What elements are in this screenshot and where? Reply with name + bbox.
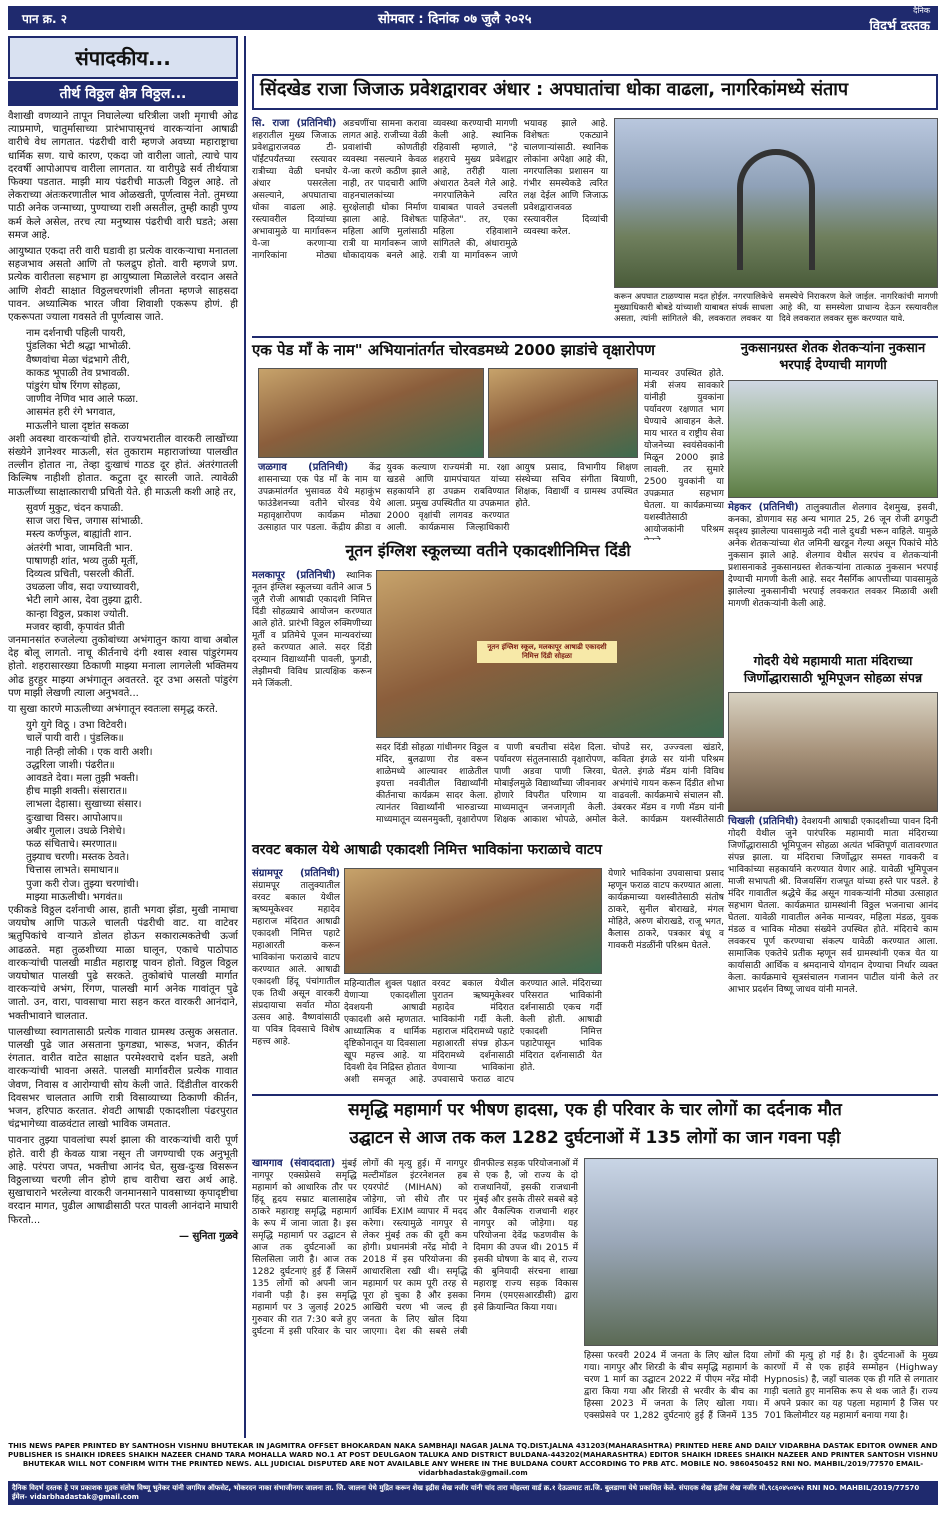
article-text: में नागपुर मल्टीमॉडल इंटरनेशनल हब एयरपोर्ट (MIHAN) को जोड़ेगा, जो सीधे तौर पर आर्थिक EXIM व्यापार में मदद करेगा। रस्त्यामुळे नागपुर से लेकर मुंबई तक की दूरी कम होगी। प्रधानमंत्री नरेंद्र मोदी ने 2018 में इस परियोजना की आधारशिला रखी थी। समृद्धि महामार्ग पर काम पूरी तरह से पूरा हो चुका है और इसका आखिरी चरण भी जल्द ही जनता के लिए खोल दिया जाएगा। <box>362 1159 468 1337</box>
article-byline: मलकापूर (प्रतिनिधी) <box>252 570 336 581</box>
article-text: तालुक्यातील शेलगाव देशमुख, इसवी, कनका, डोणगाव सह अन्य भागात 25, 26 जून रोजी ढगफुटी सदृश्य झालेल्या पावसामुळे नदी नाले दुथडी भरून वाहिले. यामुळे अनेक शेतकऱ्यांच्या शेत जमिनी खरडून गेल्या असून पिकांचे मोठे नुकसान झाले आहे. शेलगाव येथील सरपंच व शेतकऱ्यांनी प्रशासनाकडे नुकसानग्रस्त शेतकऱ्यांना तात्काळ नुकसान भरपाई देण्याची मागणी केली आहे. सदर नैसर्गिक आपत्तीच्या पावसामुळे झालेल्या नुकसानीची भरपाई लवकरात लवकर मिळावी अशी मागणी शेतकऱ्यांनी केली आहे. <box>728 503 938 609</box>
poem-line: काकड भूपाळी तेव प्रभावळी. <box>26 367 130 379</box>
article-byline: सि. राजा (प्रतिनिधी) <box>252 118 337 129</box>
article-text: इंगळे मॅडम यांनी विविध अभंगांचे गायन करून दिंडीत शोभा वाढवली. कार्यक्रमाचे संचालन सौ. उंबरकर मॅडम व गणी मॅडम यांनी केले. कार्यक्रम यशस्वीतेसाठी <box>612 767 724 825</box>
article-headline: वरवट बकाल येथे आषाढी एकादशी निमित्त भाविकांना फराळाचे वाटप <box>252 840 724 864</box>
poem-line: साज जरा चित्त, जगास सांभाळी. <box>26 516 144 528</box>
article-subheadline-hindi: उद्घाटन से आज तक कल 1282 दुर्घटनाओं में 135 लोगों का जान गवना पड़ी <box>252 1126 938 1154</box>
article-headline-hindi: समृद्धि महामार्ग पर भीषण हादसा, एक ही परिवार के चार लोगों का दर्दनाक मौत <box>252 1098 938 1126</box>
article-body <box>344 978 602 1088</box>
article-text: विशेषतः एकट्याने चालणाऱ्यांसाठी. स्थानिक लोकांना अपेक्षा आहे की, नगरपालिका प्रशासन या गंभीर समस्येकडे त्वरित लक्ष देईल आणि जिजाऊ प्रवेशद्वाराजवळ रस्त्यावरील दिव्यांची व्यवस्था करेल. <box>523 131 608 237</box>
poem-line: हीच माझी शक्ती। संसारात॥ <box>26 786 128 798</box>
poem-line: माऊलीने घाला दृष्टांत सकळा <box>26 420 129 432</box>
article-text: महाराज मंदिरामध्ये पहाटे महाआरती संपन्न होऊन मंदिरामध्ये दर्शनासाठी येणाऱ्या भाविकांना उपवासाचे फराळ वाटप करण्यात आले. मंदिराच्या परिसरात भाविकांनी दर्शनासाठी एकच गर्दी केली होती. आषाढी एकादशी निमित्त पहाटेपासून भाविक मंदिरात दर्शनासाठी येत होते. <box>432 979 602 1085</box>
article-headline: नूतन इंग्लिश स्कूलच्या वतीने एकादशीनिमित्त दिंडी <box>252 540 724 566</box>
article-byline: संग्रामपूर (प्रतिनिधी) <box>252 868 340 879</box>
poem-line: माझ्या माऊलीची। भगवंत॥ <box>26 891 123 903</box>
masthead-bar <box>8 6 938 34</box>
article-faral <box>252 840 724 1090</box>
poem-line: दिव्यत्व प्रचिती, पसरली कीर्ती. <box>26 568 135 580</box>
article-photo <box>258 368 484 458</box>
poem-line: उधळला जीव, सदा ज्याच्यावरी, <box>26 582 140 594</box>
gate-shape <box>737 149 814 270</box>
photo-caption: करून अपघात टाळण्यास मदत होईल. नगरपालिकेचे मुख्याधिकारी बोबडे यांच्याशी याबाबत संपर्क साधला असता, त्यांनी सांगितले की, लवकरात लवकर या समस्येचे निराकरण केले जाईल. नागरिकांची मागणी आहे की, या समस्येला प्राधान्य देऊन रस्त्यावरील दिवे लवकरात लवकर सुरू करण्यात यावे. <box>614 292 938 324</box>
article-tree-plantation <box>252 340 724 536</box>
column-divider <box>244 36 246 1438</box>
poem-line: दुःखाचा विसर। आपोआप॥ <box>26 812 123 824</box>
article-body <box>258 462 638 534</box>
article-photo <box>488 368 638 458</box>
article-text: है। दुर्घटनाओं के मुख्य कारणों में से एक हाईवे सम्मोहन (Highway Hypnosis) है, जहाँ चालक एक ही गति से लगातार गाड़ी चलाते हुए मानसिक रूप से थक जाते हैं। राज्य में अपने प्रकार का यह पहला महामार्ग है जिस पर 701 किलोमीटर यह महामार्ग बनाया गया है। <box>764 1351 938 1421</box>
article-body <box>252 1158 578 1436</box>
poem-line: चित्तास लाभते। समाधान॥ <box>26 865 120 877</box>
editorial-para: वैशाखी वणव्याने तापून निघालेल्या धरित्रीला जशी मृगाची ओढ त्याप्रमाणे, चातुर्मासाच्या प्रारंभापासूनचं वारकऱ्यांना आषाढी वारीचे वेध लागतात. पंढरीची वारी म्हणजे अवघ्या महाराष्ट्राचा धार्मिक सण. याचे कारण, एकदा जो वारीला जातो, त्याचे पाय दरवर्षी आपोआपच वारीला लागतात. या वारीपुढे सर्व तीर्थयात्रा फिक्या पडतात. माझी माय पंढरीची माऊली विठ्ठल आहे. तो लेकराच्या अंतःकरणातील भाव ओळखती, पूर्णत्वास नेतो. तुमच्या पाठी अनेक जन्माच्या, पुण्याच्या राशी असतील, तुम्ही काही पुण्य कर्म केले असेल, तरच त्या मनुष्यास पंढरीची वारी घडते; असा समज आहे. <box>8 111 238 241</box>
article-headline: नुकसानग्रस्त शेतक शेतकऱ्यांना नुकसान भरपाई देण्याची मागणी <box>728 340 938 376</box>
editorial-para: या सुखा कारणे माऊलीच्या अभंगातून स्वतःला समृद्ध करते. <box>8 703 218 715</box>
editorial-heading: संपादकीय... <box>8 36 238 79</box>
editorial-subheading: तीर्थ विठ्ठल क्षेत्र विठ्ठल... <box>8 81 238 106</box>
poem-line: आसमंत हरी रंगे भगवात, <box>26 407 116 419</box>
article-body <box>728 502 938 638</box>
article-godri-temple <box>728 652 938 1092</box>
poem-line: चालें पायी वारी । पुंडलिक॥ <box>26 733 124 745</box>
article-byline: जळगाव (प्रतिनिधी) <box>258 462 349 473</box>
article-text: मुंबई नागपूर एक्सप्रेसवे समृद्धि महामार्ग को आधारिक तौर पर हिंदू हृदय सम्राट बालासाहेब ठाकरे महाराष्ट्र समृद्धि महामार्ग के रूप में जाना जाता है। इस समृद्धि महामार्ग पर उद्घाटन से आज तक दुर्घटनाओं का सिलसिला जारी है। आज तक 1282 दुर्घटनाएं हुई हैं जिसमें 135 लोगों को अपनी जान गंवानी पड़ी है। इस समृद्धि महामार्ग पर 3 जुलाई 2025 गुरुवार की रात 7:30 बजे हुए दुर्घटना में इसी परिवार के चार लोगों की मृत्यु हुई। <box>252 1159 430 1337</box>
brand-small: दैनिक <box>913 6 930 15</box>
poem-line: मजवर व्हावी, कृपावंत प्रीती <box>26 621 125 633</box>
poem-line: नाम दर्शनाची पहिली पायरी, <box>26 328 126 340</box>
poem-block <box>8 502 238 634</box>
article-text: महिन्यातील शुक्ल पक्षात येणाऱ्या एकादशीला देवशयनी आषाढी एकादशी असे म्हणतात. आध्यात्मिक व धार्मिक दृष्टिकोनातून या दिवसाला खूप महत्त्व आहे. या दिवशी देव निद्रिस्त होतात अशी समजूत आहे. वरवट बकाल येथील पुरातन ऋष्यमूकेश्वर महादेव मंदिरात भाविकांनी गर्दी केली. <box>344 979 514 1085</box>
poem-line: अबीर गुलाल। उधळे निशेचे। <box>26 825 126 837</box>
poem-line: मस्त्य कर्णफुल, बाह्यांती शान. <box>26 529 132 541</box>
editorial-column <box>8 36 238 1438</box>
article-photo-expressway <box>584 1158 938 1346</box>
article-text: देश की सबसे लंबी ग्रीनफील्ड सड़क परियोजनाओं में से एक है, जो राज्य के दो राजधानियों, इसकी राजधानी मुंबई और इसके तीसरे सबसे बड़े और वैकल्पिक राजधानी शहर नागपुर को जोड़ेगा। यह परियोजना देवेंद्र फडणवीस के दिमाग की उपज थी। 2015 में इसकी घोषणा के बाद से, राज्य की बुनियादी संरचना शाखा महाराष्ट्र राज्य सड़क विकास निगम (एमएसआरडीसी) द्वारा इसे क्रियान्वित किया गया। <box>394 1159 578 1337</box>
poem-line: लाभला देहासा। सुखाच्या संसार। <box>26 799 142 811</box>
poem-line: तुझ्याच चरणी। मस्तक ठेवते। <box>26 852 130 864</box>
brand-name: विदर्भ दस्तक <box>869 19 930 34</box>
article-body: मान्यवर उपस्थित होते. मंत्री संजय सावकारे यांनीही युवकांना पर्यावरण रक्षणात भाग घेण्याचे आवाहन केले. माय भारत व राष्ट्रीय सेवा योजनेच्या स्वयंसेवकांनी मिळून 2000 झाडे लावली. तर सुमारे 2500 युवकांनी या उपक्रमात सहभाग घेतला. या कार्यक्रमाच्या यशस्वीतेसाठी आयोजकांनी परिश्रम <box>644 369 724 535</box>
article-body <box>728 816 938 1090</box>
editorial-signature: — सुनिता गुळवे <box>179 1230 238 1242</box>
article-byline: चिखली (प्रतिनिधी) <box>728 816 799 827</box>
section-divider <box>252 1094 938 1096</box>
article-text: सदर दिंडी सोहळा गांधीनगर विठ्ठल मंदिर, बुलढाणा रोड वरून शाळेमध्ये आल्यावर शाळेतील इयत्ता नववीतील विद्यार्थ्यांनी कीर्तनाचा कार्यक्रम सादर केला. त्यानंतर विद्यार्थ्यांनी भारुडाच्या माध्यमातून व्यसनमुक्ती, वृक्षारोपण व पाणी बचतीचा संदेश दिला. <box>376 743 606 825</box>
poem-line: वैष्णवांचा मेळा चंद्रभागे तीरी, <box>26 354 130 366</box>
imprint-marathi: दैनिक विदर्भ दस्तक हे पत्र प्रकाशक मुद्रक संतोष विष्णू भुतेकर यांनी जगमित्र ऑफसेट, भोकरदन नाका संभाजीनगर जालना ता. जि. जालना येथे मुद्रित करून शेख इद्रीस शेख नजीर यांनी चांद तारा मोहल्ला वार्ड क्र.१ देऊळघाट ता.जि. बुलडाणा येथे प्रकाशित केले. संपादक शेख इद्रीस शेख नजीर मो.९८६०४५०४५२ RNI NO. MAHBIL/2019/77570 ईमेल- vidarbhadastak@gmail.com <box>8 1481 938 1505</box>
article-byline: मेहकर (प्रतिनिधी) <box>728 502 799 513</box>
poem-line: पुजा करी रोज। तुझ्या चरणांची। <box>26 878 139 890</box>
article-body <box>252 868 340 1088</box>
article-headline: सिंदखेड राजा जिजाऊ प्रवेशद्वारावर अंधार : अपघातांचा धोका वाढला, नागरिकांमध्ये संताप <box>252 74 938 110</box>
editorial-para: जनमानसांत रुजलेल्या तुकोबांच्या अभंगातुन काया वाचा अबोल देह बोलू लागतो. नाचू कीर्तनाचे दंगी श्वास श्वास पांडुरंगमय होतो. शहरासारख्या ठिकाणी माझ्या मनाला लागलेली भक्तिमय ओढ हुरहुर माझ्या अभंगातून अवतरते. दूर उभा असतो पांडुरंग पण माझी लेखणी त्याला अनुभवते... <box>8 634 238 699</box>
article-text: स्थानिक नूतन इंग्लिश स्कूलच्या वतीने आज 5 जुलै रोजी आषाढी एकादशी निमित्त दिंडी सोहळ्याचे आयोजन करण्यात आले होते. प्रारंभी विठ्ठल रुक्मिणीच्या मूर्ती व प्रतिमेचे पूजन मान्यवरांच्या हस्ते करण्यात आले. सदर दिंडी दरम्यान विद्यार्थ्यांनी पावली, फुगडी, लेझीमची विविध प्रात्यक्षिक करून मने जिंकली. <box>252 571 372 689</box>
poem-line: पुंडलिका भेटी श्रद्धा भाभोळी. <box>26 341 132 353</box>
article-body <box>252 118 608 328</box>
article-photo <box>728 380 938 498</box>
article-headline: एक पेड माँ के नाम" अभियानांतर्गत चोरवडमध्ये 2000 झाडांचे वृक्षारोपण <box>252 340 724 364</box>
brand-logo <box>869 6 930 34</box>
article-text: प्रमुख उपस्थितीत या उपक्रमात 2000 वृक्षांची लागवड करण्यात आली. कार्यक्रमास जिल्हाधिकारी आयुष प्रसाद, विभागीय शिक्षण संस्थेच्या सचिव संगीता बियाणी, शिक्षक, विद्यार्थी व ग्रामस्थ उपस्थित होते. <box>386 463 638 533</box>
poem-line: पाषाणही शांत, भव्य तुळी मूर्ती, <box>26 555 139 567</box>
editorial-body <box>8 110 238 1243</box>
article-body <box>252 570 372 832</box>
article-text: व्यवस्था करण्याची मागणी केली आहे. स्थानिक रहिवासी म्हणाले, "हे शहराचे मुख्य प्रवेशद्वार आहे, तरीही याला अंधारात ठेवले गेले आहे. नगरपालिकेने त्वरित याबाबत पावले उचलली पाहिजेत". तर, एका महिला रहिवाशाने सांगितले की, अंधारामुळे रात्री या मार्गावरून जाणे भयावह झाले आहे. <box>433 119 608 261</box>
poem-line: आवडते देवा। मला तुझी भक्ती। <box>26 772 139 784</box>
article-dindi <box>252 540 724 836</box>
poem-line: उद्धरिला जाशी। पंढरीत॥ <box>26 759 115 771</box>
editorial-para: एकीकडे विठ्ठल दर्शनाची आस, हाती भगवा झेंडा, मुखी नामाचा जयघोष आणि पाऊले चालती पंढरीची वाट. या वाटेवर ऋतुपिकांचे वाऱ्याने डोलत होऊन सकारात्मकतेची ऊर्जा आढळते. महा तुळशीच्या माळा घालून, एकाचे पाठोपाठ वारकऱ्यांची पालखी माडीत महाराष्ट्र पावन होतो. विठ्ठल विठ्ठल जयघोषात पालखी पुढे सरकते. तुकोबांचे पालखी मार्गात वारकऱ्यांचे अभंग, रिंगण, पालखी मार्ग अनेक गावांतून पुढे जातो. उन, वारा, पावसाचा मारा सहन करत वारकरी आनंदाने, भक्तीभावाने चालतात. <box>8 904 238 1022</box>
photo-caption <box>584 1350 938 1436</box>
poem-line: युगे युगे विठू । उभा विटेवरी। <box>26 720 127 732</box>
article-samruddhi <box>252 1098 938 1438</box>
poem-line: पांडुरंग घोष रिंगण सोहळा, <box>26 381 121 393</box>
article-photo-gate <box>614 118 938 288</box>
editorial-para: आयुष्यात एकदा तरी वारी घडावी हा प्रत्येक वारकऱ्याचा मनातला सहजभाव असतो आणि तो फलद्रुप होतो. वारी म्हणजे प्रण. प्रत्येक वारीतला सहभाग हा आयुष्याला मिळालेले वरदान असते आणि शेवटी साक्षात विठ्ठलचरणांशी लीनता म्हणजे साहसदा पावन. अध्यात्मिक भारत जीवा शिवाशी एकरूप होणं. ही एकरूपता ज्याला गवसते ती पूर्णत्वास जाते. <box>8 246 238 324</box>
poem-line: फळ संचिताचे। स्मरणात॥ <box>26 838 118 850</box>
poem-line: जाणीव नेणिव भाव आले फळा. <box>26 394 139 406</box>
poem-line: सुवर्ण मुकुट, चंदन कपाळी. <box>26 502 124 514</box>
article-headline: गोदरी येथे महामायी माता मंदिराच्या जिर्णोद्धारासाठी भूमिपूजन सोहळा संपन्न <box>728 652 938 688</box>
article-photo <box>344 868 602 974</box>
editorial-para: अशी अवस्था वारकऱ्यांची होते. राज्यभरातील वारकरी लाखोंच्या संख्येने ज्ञानेश्वर माऊली, संत तुकाराम महाराजांच्या पालखीत तल्लीन होतात ना, तेव्हा दुःखाचं गाठड दूर होतं. अंतरंगातली किल्मिष नाहीशी होतात. कटुता दूर सारली जाते. त्यावेळी माऊलींच्या साक्षात्काराची प्रचिती येते. ही माऊली कशी आहे तर, <box>8 433 238 498</box>
poem-line: अंतरंगी भावा, जामविती भान. <box>26 542 133 554</box>
imprint-footer <box>8 1442 938 1505</box>
issue-date: सोमवार : दिनांक ०७ जुलै २०२५ <box>378 12 532 27</box>
article-text: देवशयनी आषाढी एकादशीच्या पावन दिनी गोदरी येथील जुने पारंपरिक महामायी माता मंदिराच्या जिर्णोद्धारासाठी भूमिपूजन सोहळा अत्यंत भक्तिपूर्ण वातावरणात संपन्न झाला. या मंदिराचा जिर्णोद्धार समस्त गावकरी व भाविकांच्या सहकार्याने करण्यात येणार आहे. यावेळी भूमिपूजन माजी सभापती श्री. विजयसिंग राजपूत यांच्या हस्ते पार पडले. हे मंदिर गावातील श्रद्धेचे केंद्र असून गावकऱ्यांनी मोठ्या उत्साहात सहभाग घेतला. कार्यक्रमात ग्रामस्थांनी विठ्ठल भजनाचा आनंद घेतला. यावेळी गावातील अनेक मान्यवर, महिला मंडळ, युवक मंडळ व भाविक मोठ्या संख्येने उपस्थित होते. मंदिराचे काम लवकरच पूर्ण करण्याचा संकल्प यावेळी करण्यात आला. सामाजिक एकतेचे प्रतीक म्हणून सर्व ग्रामस्थांनी एकत्र येत या कार्यासाठी आर्थिक व श्रमदानाचे योगदान देण्याचा निर्धार व्यक्त केला. कार्यक्रमाचे सूत्रसंचालन गजानन पाटील यांनी केले तर आभार प्रदर्शन विष्णू जाधव यांनी मानले. <box>728 817 938 995</box>
article-sindkhed-raja <box>252 74 938 334</box>
poem-line: नाही तिन्ही लोकी । एक वारी अशी। <box>26 746 153 758</box>
article-byline: खामगाव (संवाददाता) <box>252 1158 336 1169</box>
article-text: राजीच्या वेळी प्रवाशांची कोणतीही व्यवस्था नसल्याने केवळ ये-जा करणे कठीण झाले नाही, तर पादचारी आणि वाहनचालकांच्या सुरक्षेलाही धोका निर्माण झाला आहे. विशेषतः महिला आणि मुलांसाठी रात्री या मार्गावरून जाणे धोकादायक बनले आहे. <box>342 131 427 261</box>
article-body: येणारे भाविकांना उपवासाचा प्रसाद म्हणून फराळ वाटप करण्यात आला. कार्यक्रमाच्या यशस्वीतेसाठी संतोष ठाकरे, सुनील बोराखडे, मंगल मोहिते, अरुण बोराखडे, राजू भगत, कैलास ठाकरे, पत्रकार बंधू व गावकरी मंडळींनी परिश्रम घेतले. <box>608 869 724 951</box>
article-text: संग्रामपूर तालुक्यातील वरवट बकाल येथील ऋष्यमूकेश्वर महादेव महाराज मंदिरात आषाढी एकादशी निमित्त पहाटे महाआरती करून भाविकांना फराळाचे वाटप करण्यात आले. आषाढी एकादशी हिंदू पंचांगातील एक तिथी असून वारकरी संप्रदायाचा सर्वात मोठा उत्सव आहे. वैष्णवांसाठी या पवित्र दिवसाचे विशेष महत्त्व आहे. <box>252 881 340 1047</box>
article-text: पर्यावरण संतुलनासाठी वृक्षारोपण, पाणी अडवा पाणी जिरवा, मोबाईलमुळे विद्यार्थ्यांच्या जीवनावर होणारे विपरीत परिणाम या माध्यमातून जनजागृती केली. शिक्षक आकाश भोपळे, अमोल चोपडे सर, उज्ज्वला खंडारे, कविता इंगळे सर यांनी परिश्रम घेतले. <box>494 743 724 825</box>
article-text: शहरातील मुख्य जिजाऊ प्रवेशद्वाराजवळ टी-पॉईंटपर्यंतच्या रस्त्यावर रात्रीच्या वेळी घनघोर अंधार पसरलेला असल्याने, अपघाताचा धोका वाढला आहे. रस्त्यावरील दिव्यांच्या अभावामुळे या मार्गावरून ये-जा करणाऱ्या नागरिकांना मोठ्या अडचणींचा सामना करावा लागत आहे. <box>252 119 427 261</box>
article-text: हिस्सा फरवरी 2024 में जनता के लिए खोल दिया गया। नागपुर और शिरडी के बीच समृद्धि महामार्ग के चरण 1 मार्ग का उद्घाटन 2022 में पीएम नरेंद्र मोदी द्वारा किया गया और शिरडी से भरवीर के बीच का हिस्सा 2023 में जनता के लिए खोला गया। एक्सप्रेसवे पर 1,282 दुर्घटनाएं हुई हैं जिनमें 135 लोगों की मृत्यु हो गई है। <box>584 1351 855 1421</box>
poem-block <box>8 719 238 904</box>
article-photo <box>728 692 938 812</box>
page-number: पान क्र. २ <box>22 11 67 26</box>
article-body <box>376 742 724 834</box>
article-crop-damage <box>728 340 938 640</box>
photo-banner: नूतन इंग्लिश स्कूल, मलकापूर आषाढी एकादशी निमित्त दिंडी सोहळा <box>477 641 617 663</box>
poem-block <box>8 327 238 433</box>
editorial-para: पावनार तुझ्या पावलांचा स्पर्श झाला की वारकऱ्यांची वारी पूर्ण होते. वारी ही केवळ यात्रा नसून ती जगण्याची एक अनुभूती आहे. परंपरा जपत, भक्तीचा आनंद घेत, सुख-दुःख विसरून विठ्ठलाच्या चरणी लीन होणे हाच वारीचा खरा अर्थ आहे. सुखाचाराने भरलेल्या वारकरी जनमानसाने पावसाच्या कृपादृष्टीचा वरदान मागत, पुढील आषाढीसाठी परत पावली आनंदाने माघारी फिरतो... <box>8 1135 238 1226</box>
article-text: केंद्र शासनाच्या एक पेड माँ के नाम या उपक्रमांतर्गत भुसावळ येथे महाकुंभ फाउंडेशनच्या वतीने चोरवड येथे महावृक्षारोपण कार्यक्रम मोठ्या उत्साहात पार पडला. केंद्रीय क्रीडा व युवक कल्याण राज्यमंत्री मा. रक्षा खडसे आणि ग्रामपंचायत यांच्या सहकार्याने हा उपक्रम राबविण्यात आला. <box>258 463 510 533</box>
poem-line: भेटी लागे आस, देवा तुझ्या द्वारी. <box>26 595 143 607</box>
poem-line: कान्हा विठ्ठल, प्रकाश ज्योती. <box>26 608 129 620</box>
imprint-english: THIS NEWS PAPER PRINTED BY SANTHOSH VISHNU BHUTEKAR IN JAGMITRA OFFSET BHOKARDAN NAKA SAMBHAJI NAGAR JALNA TQ.DIST.JALNA 431203(MAHARASHTRA) PRINTED HERE AND DAILY VIDARBHA DASTAK EDITOR OWNER AND PUBLISHER IS SHAIKH IDREES SHAIKH NAZEER CHAND TARA MOHALLA WARD NO.1 AT POST DEULGAON TALUKA AND DISTRICT BULDANA-443202(MAHARASHTRA) EDITOR SHAIKH IDREES SHAIKH NAZEER AND PRINTER SANTOSH VISHNU BHUTEKAR WILL NOT CONFIRM WITH THE PRINTED NEWS. ALL JUDICIAL DISPUTED ARE NOT AVAILABLE ANY WHERE IN THE BULDANA COURT ACCORDING TO PRB ATC. MOBILE NO. 9860450452 RNI NO. MAHBIL/2019/77570 EMAIL- vidarbhadastak@gmail.com <box>8 1442 938 1477</box>
editorial-para: पालखीच्या स्वागतासाठी प्रत्येक गावात ग्रामस्थ उत्सुक असतात. पालखी पुढे जात असताना फुगड्या, भारूड, भजन, कीर्तन रंगतात. वारीत वाटेत साक्षात परमेश्वराचे दर्शन घडते, अशी वारकऱ्यांची भावना असते. पालखी मार्गावरील प्रत्येक गावात जेवण, निवास व आरोग्याची सोय केली जाते. दिंडीतील वारकरी दिवसभर चालतात आणि रात्री विसाव्याच्या ठिकाणी कीर्तन, भजन, हरिपाठ करतात. शेवटी आषाढी एकादशीला पंढरपुरात चंद्रभागेच्या वाळवंटात लाखो भाविक जमतात. <box>8 1026 238 1131</box>
article-photo-procession <box>376 570 724 738</box>
section-divider <box>252 336 938 338</box>
